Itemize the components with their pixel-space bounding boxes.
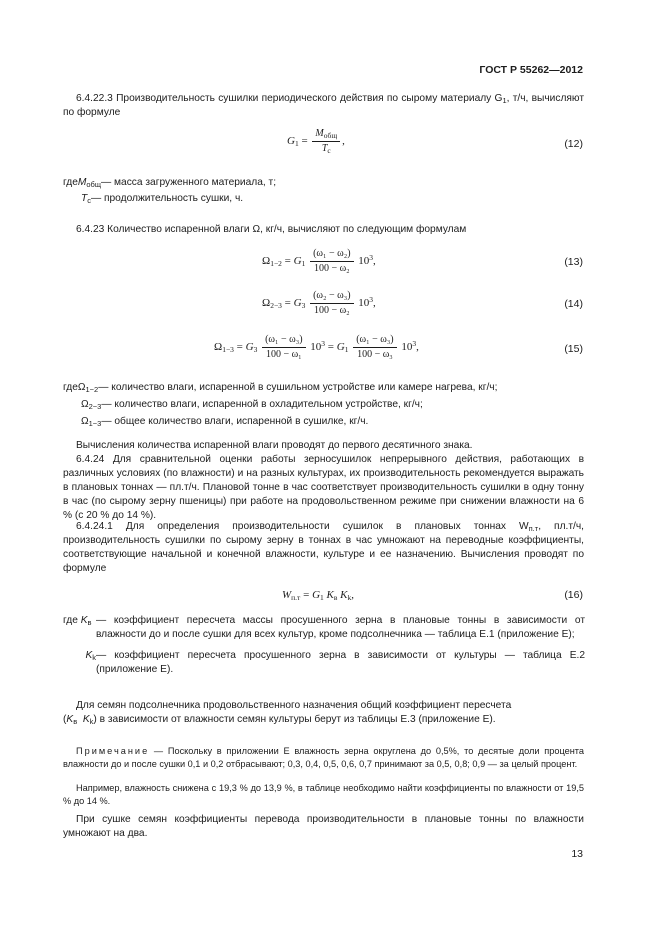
definition-item: $K_k$ — коэффициент пересчета просушенного зерна в зависимости от культуры — таблица Е.2 (приложение Е). <box>85 650 585 675</box>
paragraph-decimal-note: Вычисления количества испаренной влаги проводят до первого десятичного знака. <box>76 440 473 451</box>
definition-item: где $\Omega_{1-2}$ — количество влаги, испаренной в сушильном устройстве или камере нагрева, кг/ч; <box>63 382 498 394</box>
formula-15: $\Omega_{1-3} = G_3$ $\frac{\text{(ω₁ − ω₃)}}{\text{100 − ω₁}}$ $10^3 = G_1$ $\frac{\text{(ω₁ − ω₃)}}{\text{100 − ω₃}}$ $10^3$, <box>214 334 419 360</box>
equation-number-13: (13) <box>564 256 583 268</box>
definitions-16 <box>63 614 585 677</box>
paragraph-sunflower: Для семян подсолнечника продовольственного назначения общий коэффициент пересчета <box>76 700 512 711</box>
note: Примечание — Поскольку в приложении Е влажность зерна округлена до 0,5%, то десятые доли процента влажности до и после сушки 0,1 и 0,2 отбрасывают; 0,3, 0,4, 0,5, 0,6, 0,7 принимают за 0,5, 0,8; 0,9 — за целый процент. <box>63 746 584 769</box>
definition-item: $\Omega_{2-3}$ — количество влаги, испаренной в охладительном устройстве, кг/ч; <box>81 399 423 411</box>
equation-number-12: (12) <box>564 138 583 150</box>
standard-header: ГОСТ Р 55262—2012 <box>479 64 583 76</box>
definitions-12 <box>63 176 585 206</box>
paragraph-6-4-22-3: 6.4.22.3 Производительность сушилки периодического действия по сырому материалу $G_1$, т/ч, вычисляют по формуле <box>63 93 584 118</box>
note-example: Например, влажность снижена с 19,3 % до 13,9 %, в таблице необходимо найти коэффициенты по влажности от 19,5 % до 14 %. <box>63 783 584 806</box>
definition-item: $T_c$ — продолжительность сушки, ч. <box>81 193 244 205</box>
definition-item: $\Omega_{1-3}$ — общее количество влаги, испаренной в сушилке, кг/ч. <box>81 416 369 428</box>
definition-item: где $K_в$ — коэффициент пересчета массы просушенного зерна в плановые тонны в зависимости от влажности до и после сушки для всех культур, кроме подсолнечника — таблица Е.1 (приложение Е); <box>63 615 585 640</box>
paragraph-6-4-24: 6.4.24 Для сравнительной оценки работы зерносушилок непрерывного действия, работающих в различных условиях (по влажности) и на разных культурах, их производительность рекомендуется выражать в плановых тоннах — пл.т/ч. Плановой тонне в час соответствует производительность сушилки в одну тонну в час (по сырому зерну пшеницы) при работе на продовольственном режиме при снижении влажности на 6 % (с 20 % до 14 %). <box>63 454 584 521</box>
paragraph-seeds: При сушке семян коэффициенты перевода производительности в плановые тонны по влажности умножают на два. <box>63 814 584 839</box>
formula-16: $W_{п.т} = G_1$ $K_в$ $K_k$, <box>282 589 354 602</box>
formula-13: $\Omega_{1-2} = G_1$ $\frac{\text{(ω₁ − ω₂)}}{\text{100 − ω₂}}$ $10^3$, <box>262 248 376 274</box>
formula-12: $G_1$ = $\frac{M_{общ}}{T_c}$ , <box>287 128 345 155</box>
formula-14: $\Omega_{2-3} = G_3$ $\frac{\text{(ω₂ − ω₃)}}{\text{100 − ω₂}}$ $10^3$, <box>262 290 376 316</box>
equation-number-16: (16) <box>564 589 583 601</box>
equation-number-14: (14) <box>564 298 583 310</box>
equation-number-15: (15) <box>564 343 583 355</box>
page-number: 13 <box>571 848 583 860</box>
definitions-15 <box>63 381 585 429</box>
paragraph-6-4-24-1: 6.4.24.1 Для определения производительности сушилок в плановых тоннах $W_{п.т}$, пл.т/ч, производительность сушилки по сырому зерну в тоннах в час умножают на переводные коэффициенты, соответствующие начальной и конечной влажности, культуре и ее назначению. Вычисления проводят по формуле <box>63 521 584 574</box>
paragraph-sunflower-cont: ($K_в$ $K_k$) в зависимости от влажности семян культуры берут из таблицы Е.3 (приложение Е). <box>63 714 496 726</box>
fraction: $\frac{M_{общ}}{T_c}$ <box>312 128 340 155</box>
definition-item: где $M_{общ}$ — масса загруженного материала, т; <box>63 177 277 189</box>
paragraph-6-4-23: 6.4.23 Количество испаренной влаги Ω, кг/ч, вычисляют по следующим формулам <box>76 224 467 235</box>
